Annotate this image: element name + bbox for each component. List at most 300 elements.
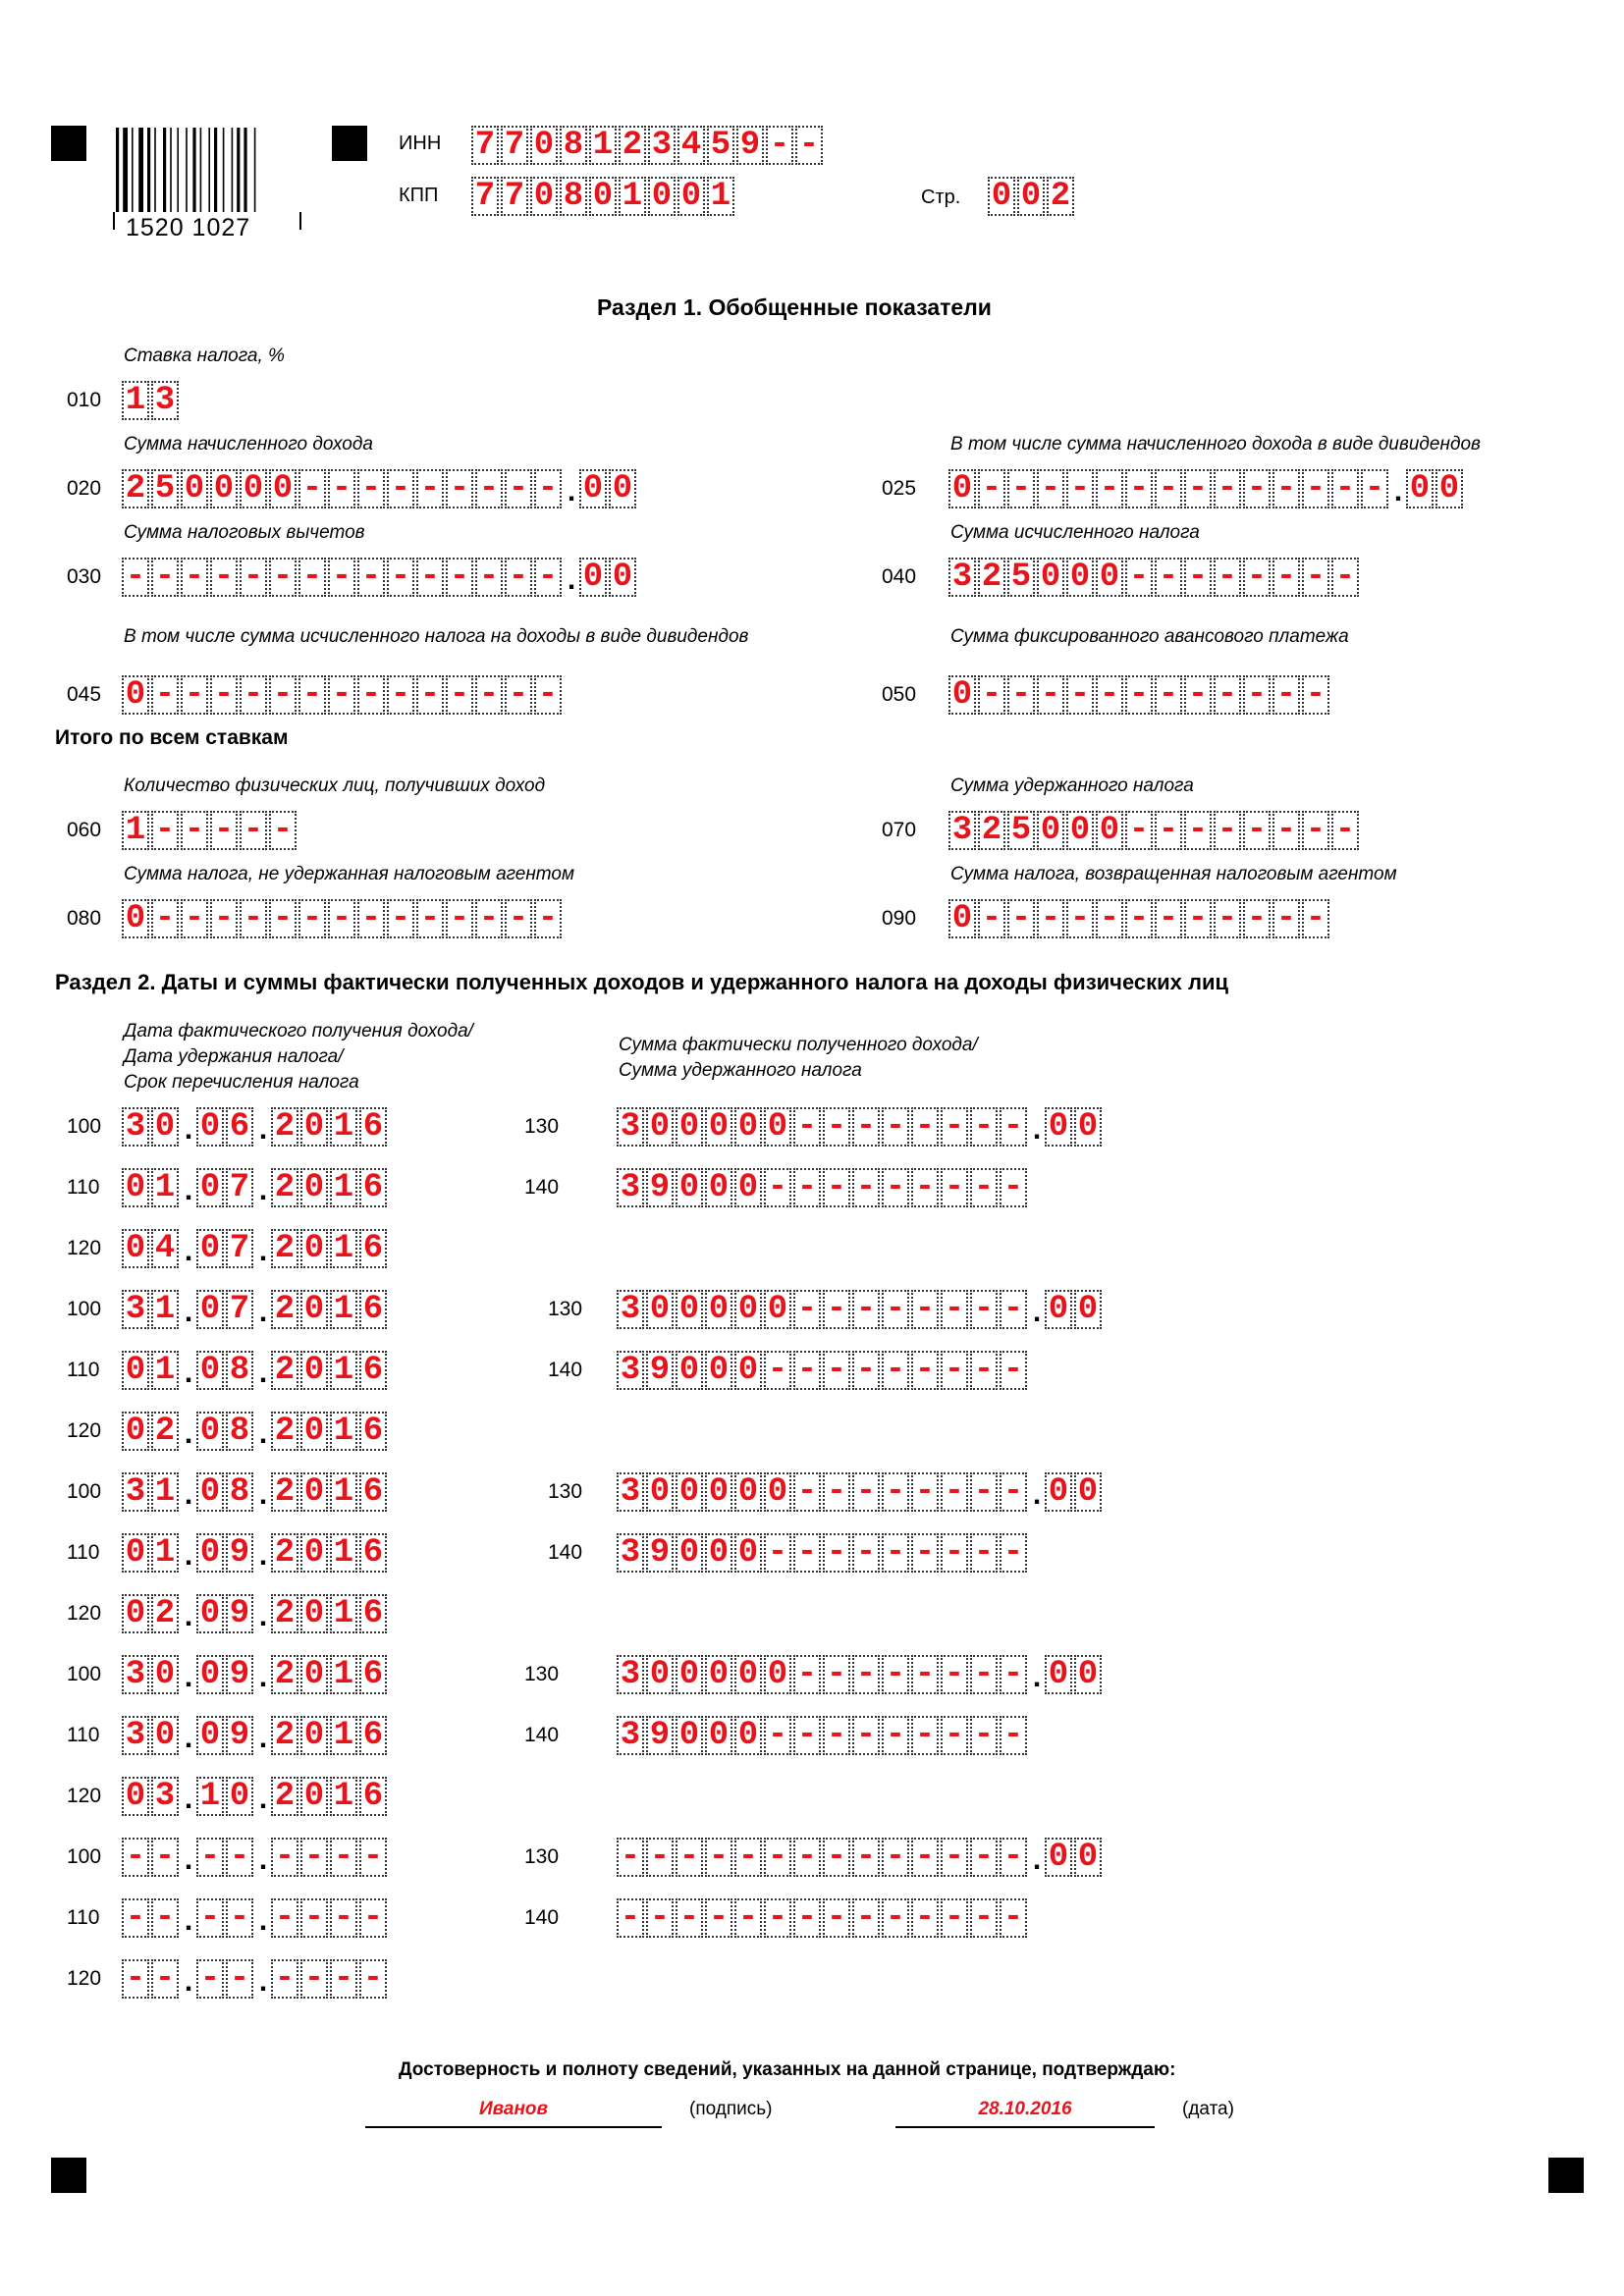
code-110: 110	[67, 1906, 100, 1929]
char-cell: 0	[677, 177, 705, 216]
char-cell: -	[1007, 469, 1035, 508]
char-cell: 2	[271, 1229, 298, 1268]
char-cell: -	[764, 1533, 791, 1573]
returned-tax-field[interactable]	[948, 897, 1331, 938]
char-cell: 2	[271, 1472, 298, 1512]
char-cell: -	[970, 1533, 998, 1573]
char-cell: -	[882, 1107, 909, 1147]
char-cell: -	[1272, 811, 1300, 850]
kpp-label: КПП	[399, 185, 439, 206]
char-cell: 0	[1074, 1290, 1102, 1329]
char-cell: 6	[359, 1472, 387, 1512]
char-cell: -	[1155, 899, 1182, 938]
char-cell: 0	[1045, 1655, 1072, 1694]
char-cell: -	[475, 899, 503, 938]
char-cell: 1	[122, 381, 149, 420]
char-cell: -	[1243, 558, 1271, 597]
char-cell: 0	[734, 1533, 762, 1573]
char-cell: -	[416, 469, 444, 508]
separator-dot: .	[567, 563, 576, 596]
char-cell: 0	[764, 1655, 791, 1694]
char-cell: 1	[330, 1351, 357, 1390]
char-cell: -	[764, 1838, 791, 1877]
char-cell: 0	[609, 469, 636, 508]
corner-marker-bottom-right	[1548, 2158, 1584, 2193]
separator-dot: .	[258, 1235, 268, 1267]
char-cell: -	[764, 1898, 791, 1938]
char-cell: 0	[676, 1716, 703, 1755]
char-cell: -	[330, 1959, 357, 1999]
char-cell: -	[1302, 469, 1329, 508]
char-cell: 0	[705, 1716, 732, 1755]
date-field-110[interactable]	[122, 1166, 389, 1207]
char-cell: -	[534, 675, 562, 715]
char-cell: 0	[676, 1290, 703, 1329]
char-cell: -	[330, 1898, 357, 1938]
date-field-100[interactable]	[122, 1836, 389, 1877]
char-cell: -	[416, 558, 444, 597]
char-cell: 0	[300, 1716, 328, 1755]
char-cell: -	[823, 1472, 850, 1512]
char-cell: -	[328, 675, 355, 715]
char-cell: 2	[271, 1412, 298, 1451]
date-field-100[interactable]	[122, 1470, 389, 1512]
date-value[interactable]: 28.10.2016	[978, 2099, 1072, 2119]
inn-field[interactable]	[471, 124, 825, 165]
char-cell: -	[181, 675, 208, 715]
date-field-110[interactable]	[122, 1531, 389, 1573]
char-cell: 3	[617, 1290, 644, 1329]
char-cell: 3	[122, 1655, 149, 1694]
char-cell: 0	[988, 177, 1015, 216]
char-cell: -	[852, 1472, 880, 1512]
char-cell: 0	[676, 1655, 703, 1694]
char-cell: -	[823, 1655, 850, 1694]
char-cell: -	[941, 1838, 968, 1877]
char-cell: -	[1302, 675, 1329, 715]
char-cell: -	[793, 1168, 821, 1207]
char-cell: -	[970, 1716, 998, 1755]
separator-dot: .	[1032, 1478, 1042, 1511]
char-cell: -	[1302, 899, 1329, 938]
char-cell: -	[852, 1898, 880, 1938]
char-cell: 0	[196, 1716, 224, 1755]
char-cell: 6	[359, 1412, 387, 1451]
char-cell: 0	[530, 177, 558, 216]
separator-dot: .	[184, 1417, 193, 1450]
char-cell: -	[1184, 469, 1212, 508]
char-cell: -	[970, 1351, 998, 1390]
char-cell: -	[1096, 469, 1123, 508]
code-100: 100	[67, 1298, 102, 1320]
separator-dot: .	[184, 1539, 193, 1572]
char-cell: 0	[300, 1594, 328, 1633]
char-cell: -	[226, 1898, 253, 1938]
income-amount-field[interactable]	[122, 467, 638, 508]
separator-dot: .	[184, 1965, 193, 1998]
dividend-income-caption: В том числе сумма начисленного дохода в виде дивидендов	[950, 434, 1481, 454]
char-cell: -	[475, 675, 503, 715]
char-cell: -	[151, 1898, 179, 1938]
char-cell: -	[911, 1290, 939, 1329]
amount-field-130[interactable]	[617, 1653, 1104, 1694]
char-cell: -	[328, 469, 355, 508]
char-cell: -	[823, 1351, 850, 1390]
date-field-100[interactable]	[122, 1288, 389, 1329]
char-cell: -	[1184, 675, 1212, 715]
char-cell: 1	[196, 1777, 224, 1816]
char-cell: 0	[300, 1290, 328, 1329]
returned-tax-caption: Сумма налога, возвращенная налоговым агентом	[950, 864, 1397, 884]
char-cell: -	[359, 1959, 387, 1999]
char-cell: 0	[196, 1594, 224, 1633]
char-cell: 0	[226, 1777, 253, 1816]
char-cell: 0	[676, 1168, 703, 1207]
char-cell: 9	[226, 1594, 253, 1633]
code-120: 120	[67, 1419, 102, 1442]
char-cell: 7	[226, 1229, 253, 1268]
char-cell: 9	[646, 1351, 674, 1390]
char-cell: 1	[707, 177, 734, 216]
char-cell: -	[226, 1959, 253, 1999]
income-caption: Сумма начисленного дохода	[124, 434, 373, 454]
kpp-field[interactable]	[471, 175, 736, 216]
char-cell: -	[852, 1655, 880, 1694]
char-cell: -	[911, 1716, 939, 1755]
char-cell: -	[764, 1351, 791, 1390]
char-cell: -	[676, 1838, 703, 1877]
char-cell: 0	[676, 1472, 703, 1512]
corner-marker-bottom-left	[51, 2158, 86, 2193]
char-cell: -	[978, 675, 1005, 715]
char-cell: -	[210, 558, 238, 597]
char-cell: 0	[196, 1168, 224, 1207]
char-cell: -	[1125, 899, 1153, 938]
char-cell: 3	[151, 381, 179, 420]
separator-dot: .	[1032, 1661, 1042, 1693]
char-cell: 0	[300, 1777, 328, 1816]
char-cell: -	[941, 1168, 968, 1207]
char-cell: 0	[122, 899, 149, 938]
char-cell: -	[269, 558, 297, 597]
char-cell: -	[1331, 811, 1359, 850]
dividend-tax-field[interactable]	[122, 673, 564, 715]
separator-dot: .	[258, 1296, 268, 1328]
amount-field-140[interactable]	[617, 1531, 1029, 1573]
char-cell: -	[151, 558, 179, 597]
code-045: 045	[67, 683, 102, 706]
separator-dot: .	[258, 1539, 268, 1572]
char-cell: 9	[646, 1168, 674, 1207]
char-cell: 0	[300, 1533, 328, 1573]
char-cell: 0	[646, 1107, 674, 1147]
date-field-120[interactable]	[122, 1410, 389, 1451]
char-cell: 1	[122, 811, 149, 850]
char-cell: -	[1243, 675, 1271, 715]
char-cell: 2	[122, 469, 149, 508]
char-cell: -	[387, 469, 414, 508]
char-cell: -	[970, 1107, 998, 1147]
char-cell: -	[617, 1898, 644, 1938]
separator-dot: .	[184, 1783, 193, 1815]
date-caption-1: Дата фактического получения дохода/	[124, 1021, 473, 1041]
code-140: 140	[524, 1906, 560, 1929]
dividend-income-field[interactable]	[948, 467, 1465, 508]
char-cell: 3	[122, 1290, 149, 1329]
char-cell: 6	[359, 1533, 387, 1573]
char-cell: 0	[609, 558, 636, 597]
char-cell: -	[1184, 811, 1212, 850]
char-cell: 8	[226, 1351, 253, 1390]
char-cell: 0	[948, 899, 976, 938]
char-cell: 1	[330, 1412, 357, 1451]
char-cell: -	[210, 899, 238, 938]
code-120: 120	[67, 1785, 102, 1807]
rate-field[interactable]	[122, 379, 181, 420]
char-cell: -	[1000, 1655, 1027, 1694]
char-cell: 9	[736, 126, 764, 165]
char-cell: -	[882, 1168, 909, 1207]
separator-dot: .	[258, 1357, 268, 1389]
char-cell: -	[823, 1168, 850, 1207]
char-cell: -	[1155, 469, 1182, 508]
deductions-field[interactable]	[122, 556, 638, 597]
date-field-110[interactable]	[122, 1896, 389, 1938]
separator-dot: .	[567, 475, 576, 507]
char-cell: -	[882, 1533, 909, 1573]
char-cell: -	[882, 1351, 909, 1390]
date-field-120[interactable]	[122, 1957, 389, 1999]
char-cell: 0	[122, 1594, 149, 1633]
amount-field-130[interactable]	[617, 1836, 1104, 1877]
char-cell: 0	[1045, 1838, 1072, 1877]
amount-caption-1: Сумма фактически полученного дохода/	[619, 1035, 978, 1055]
char-cell: 0	[734, 1716, 762, 1755]
char-cell: -	[941, 1472, 968, 1512]
char-cell: -	[151, 899, 179, 938]
separator-dot: .	[184, 1478, 193, 1511]
confirmation-text: Достоверность и полноту сведений, указанных на данной странице, подтверждаю:	[399, 2059, 1176, 2080]
char-cell: 1	[151, 1472, 179, 1512]
amount-field-140[interactable]	[617, 1714, 1029, 1755]
char-cell: -	[1361, 469, 1388, 508]
char-cell: 0	[705, 1655, 732, 1694]
char-cell: -	[330, 1838, 357, 1877]
char-cell: 0	[579, 469, 607, 508]
date-field-100[interactable]	[122, 1653, 389, 1694]
char-cell: 1	[151, 1351, 179, 1390]
char-cell: 0	[648, 177, 676, 216]
char-cell: -	[300, 1959, 328, 1999]
char-cell: -	[505, 675, 532, 715]
char-cell: -	[328, 899, 355, 938]
code-120: 120	[67, 1602, 102, 1625]
char-cell: 8	[226, 1472, 253, 1512]
char-cell: -	[122, 1838, 149, 1877]
separator-dot: .	[258, 1661, 268, 1693]
char-cell: 6	[359, 1594, 387, 1633]
char-cell: 9	[646, 1533, 674, 1573]
char-cell: -	[823, 1107, 850, 1147]
separator-dot: .	[184, 1600, 193, 1632]
char-cell: 0	[196, 1229, 224, 1268]
char-cell: -	[1302, 558, 1329, 597]
char-cell: -	[122, 1898, 149, 1938]
char-cell: -	[387, 675, 414, 715]
char-cell: 0	[646, 1655, 674, 1694]
page-number-field[interactable]	[988, 175, 1076, 216]
char-cell: -	[1000, 1290, 1027, 1329]
char-cell: -	[911, 1838, 939, 1877]
separator-dot: .	[184, 1235, 193, 1267]
char-cell: -	[1000, 1168, 1027, 1207]
char-cell: -	[823, 1838, 850, 1877]
char-cell: 6	[359, 1290, 387, 1329]
char-cell: -	[357, 469, 385, 508]
date-field-110[interactable]	[122, 1714, 389, 1755]
not-withheld-field[interactable]	[122, 897, 564, 938]
signature-value[interactable]: Иванов	[478, 2099, 549, 2119]
char-cell: -	[1000, 1716, 1027, 1755]
char-cell: -	[882, 1898, 909, 1938]
char-cell: -	[978, 469, 1005, 508]
char-cell: -	[387, 899, 414, 938]
char-cell: 0	[676, 1107, 703, 1147]
date-field-100[interactable]	[122, 1105, 389, 1147]
char-cell: -	[181, 899, 208, 938]
separator-dot: .	[184, 1174, 193, 1206]
char-cell: -	[978, 899, 1005, 938]
amount-field-130[interactable]	[617, 1288, 1104, 1329]
date-field-120[interactable]	[122, 1592, 389, 1633]
char-cell: 6	[226, 1107, 253, 1147]
char-cell: -	[882, 1472, 909, 1512]
char-cell: -	[181, 811, 208, 850]
char-cell: 0	[1066, 558, 1094, 597]
separator-dot: .	[258, 1783, 268, 1815]
char-cell: -	[1037, 469, 1064, 508]
char-cell: -	[911, 1533, 939, 1573]
persons-count-field[interactable]	[122, 809, 298, 850]
not-withheld-caption: Сумма налога, не удержанная налоговым агентом	[124, 864, 575, 884]
char-cell: 5	[707, 126, 734, 165]
char-cell: -	[226, 1838, 253, 1877]
code-140: 140	[548, 1541, 583, 1564]
char-cell: 0	[764, 1290, 791, 1329]
date-label: (дата)	[1182, 2099, 1234, 2119]
char-cell: 0	[705, 1168, 732, 1207]
code-130: 130	[548, 1480, 583, 1503]
char-cell: -	[1214, 811, 1241, 850]
code-130: 130	[524, 1663, 560, 1685]
char-cell: 1	[619, 177, 646, 216]
separator-dot: .	[184, 1722, 193, 1754]
amount-field-130[interactable]	[617, 1105, 1104, 1147]
separator-dot: .	[258, 1843, 268, 1876]
date-line	[895, 2126, 1155, 2128]
char-cell: -	[852, 1838, 880, 1877]
char-cell: -	[269, 899, 297, 938]
date-field-120[interactable]	[122, 1227, 389, 1268]
char-cell: -	[852, 1107, 880, 1147]
char-cell: -	[1214, 469, 1241, 508]
char-cell: 7	[501, 126, 528, 165]
char-cell: 3	[948, 558, 976, 597]
code-050: 050	[882, 683, 917, 706]
char-cell: 0	[196, 1412, 224, 1451]
char-cell: 0	[300, 1655, 328, 1694]
char-cell: 6	[359, 1351, 387, 1390]
char-cell: -	[534, 469, 562, 508]
char-cell: -	[1096, 675, 1123, 715]
char-cell: -	[1243, 899, 1271, 938]
char-cell: 0	[734, 1107, 762, 1147]
char-cell: 0	[240, 469, 267, 508]
char-cell: -	[359, 1898, 387, 1938]
char-cell: 0	[734, 1655, 762, 1694]
amount-field-130[interactable]	[617, 1470, 1104, 1512]
char-cell: -	[240, 558, 267, 597]
char-cell: 7	[226, 1290, 253, 1329]
separator-dot: .	[184, 1113, 193, 1146]
fixed-advance-field[interactable]	[948, 673, 1331, 715]
code-100: 100	[67, 1115, 102, 1138]
char-cell: 2	[271, 1290, 298, 1329]
char-cell: 0	[764, 1107, 791, 1147]
char-cell: 7	[471, 177, 499, 216]
char-cell: -	[882, 1838, 909, 1877]
char-cell: -	[357, 899, 385, 938]
char-cell: -	[210, 811, 238, 850]
separator-dot: .	[184, 1296, 193, 1328]
code-080: 080	[67, 907, 102, 930]
char-cell: -	[646, 1898, 674, 1938]
amount-field-140[interactable]	[617, 1896, 1029, 1938]
separator-dot: .	[258, 1722, 268, 1754]
char-cell: -	[795, 126, 823, 165]
char-cell: -	[1331, 469, 1359, 508]
char-cell: -	[271, 1898, 298, 1938]
date-field-110[interactable]	[122, 1349, 389, 1390]
char-cell: 6	[359, 1655, 387, 1694]
amount-field-140[interactable]	[617, 1349, 1029, 1390]
char-cell: -	[269, 675, 297, 715]
char-cell: 0	[734, 1290, 762, 1329]
char-cell: 6	[359, 1168, 387, 1207]
char-cell: -	[1000, 1838, 1027, 1877]
char-cell: -	[1272, 558, 1300, 597]
char-cell: 4	[151, 1229, 179, 1268]
char-cell: -	[734, 1898, 762, 1938]
char-cell: -	[151, 1959, 179, 1999]
char-cell: 1	[151, 1290, 179, 1329]
char-cell: 0	[1096, 558, 1123, 597]
code-010: 010	[67, 389, 102, 411]
char-cell: -	[446, 558, 473, 597]
char-cell: -	[271, 1838, 298, 1877]
char-cell: -	[882, 1290, 909, 1329]
char-cell: -	[1066, 675, 1094, 715]
separator-dot: .	[184, 1357, 193, 1389]
char-cell: 0	[1074, 1107, 1102, 1147]
char-cell: -	[941, 1290, 968, 1329]
calculated-tax-field[interactable]	[948, 556, 1361, 597]
amount-field-140[interactable]	[617, 1166, 1029, 1207]
withheld-tax-field[interactable]	[948, 809, 1361, 850]
char-cell: -	[1125, 469, 1153, 508]
char-cell: -	[446, 899, 473, 938]
date-field-120[interactable]	[122, 1775, 389, 1816]
